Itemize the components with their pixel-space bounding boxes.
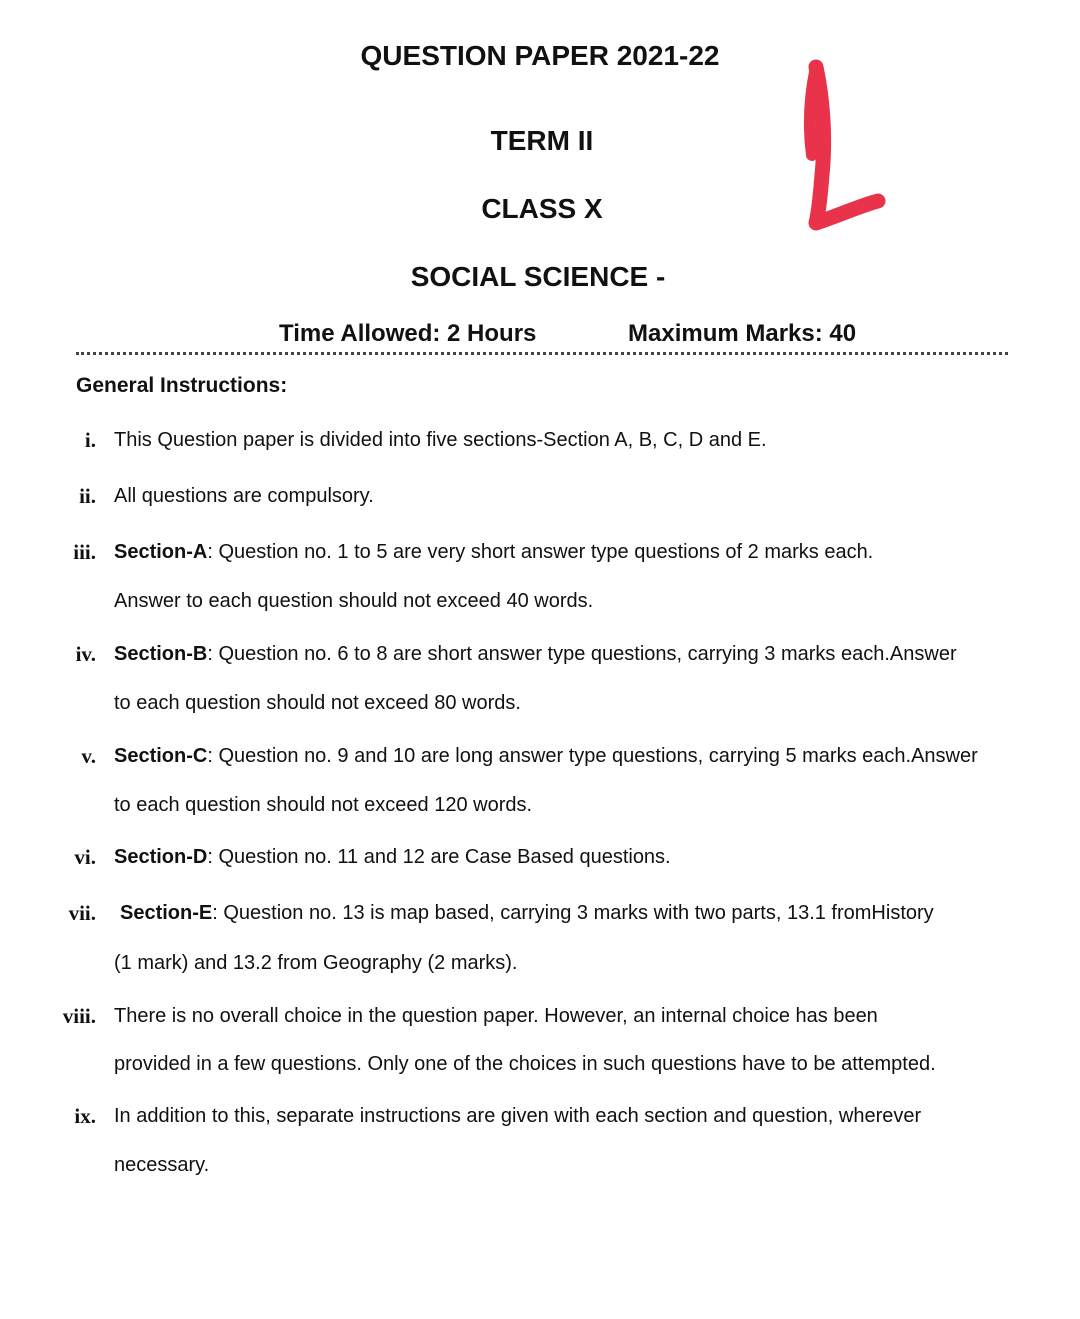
item-text: : Question no. 11 and 12 are Case Based questions. [207,846,671,868]
item-number: v. [81,744,96,768]
item-number: iv. [75,642,96,666]
item-text-continued: to each question should not exceed 120 words. [114,794,533,816]
dotted-divider [76,352,1008,355]
item-text: All questions are compulsory. [114,485,374,507]
item-text-continued: Answer to each question should not exceed 40 words. [114,590,594,612]
section-label: Section-D [114,846,208,868]
term-heading: TERM II [490,125,594,156]
item-number: viii. [62,1004,96,1028]
item-number: i. [84,428,96,452]
item-text-continued: to each question should not exceed 80 words. [114,692,521,714]
item-text-continued: (1 mark) and 13.2 from Geography (2 marks). [114,952,518,974]
item-number: iii. [73,540,96,564]
item-text: : Question no. 9 and 10 are long answer type questions, carrying 5 marks each.Answer [207,745,978,767]
item-text: : Question no. 13 is map based, carrying 3 marks with two parts, 13.1 fromHistory [212,902,934,924]
item-text: In addition to this, separate instructions are given with each section and question, wherever [114,1105,922,1127]
section-label: Section-A [114,541,208,563]
general-instructions-heading: General Instructions: [76,374,288,397]
subject-heading: SOCIAL SCIENCE - [410,261,666,292]
item-text: : Question no. 1 to 5 are very short answer type questions of 2 marks each. [207,541,874,563]
section-label: Section-E [120,902,213,924]
item-text: : Question no. 6 to 8 are short answer type questions, carrying 3 marks each.Answer [207,643,957,665]
item-number: ix. [74,1104,96,1128]
item-text: There is no overall choice in the question paper. However, an internal choice has been [114,1005,878,1027]
item-number: vii. [68,901,96,925]
section-label: Section-C [114,745,208,767]
section-label: Section-B [114,643,208,665]
class-heading: CLASS X [481,193,603,224]
time-allowed: Time Allowed: 2 Hours [279,320,537,347]
item-text-continued: necessary. [114,1154,210,1176]
maximum-marks: Maximum Marks: 40 [628,320,857,347]
item-number: ii. [79,484,96,508]
item-text: This Question paper is divided into five sections-Section A, B, C, D and E. [114,429,767,451]
paper-title: QUESTION PAPER 2021-22 [360,40,720,71]
item-number: vi. [74,845,96,869]
item-text-continued: provided in a few questions. Only one of the choices in such questions have to be attempted. [114,1053,936,1075]
handwritten-number-one-annotation [770,55,900,245]
